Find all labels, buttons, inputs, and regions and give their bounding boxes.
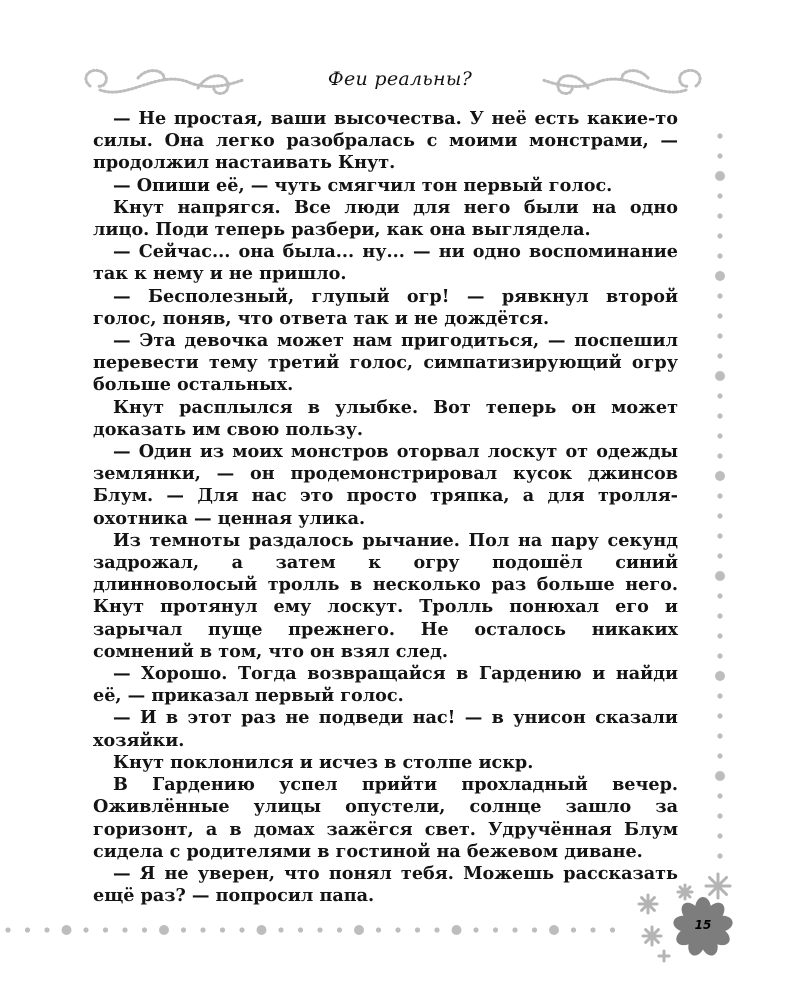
border-dot [717, 653, 722, 658]
border-dot [473, 927, 478, 932]
border-dot [549, 925, 559, 935]
border-dot [717, 833, 722, 838]
border-dot [717, 133, 722, 138]
border-dot [717, 613, 722, 618]
border-dot [200, 927, 205, 932]
paragraph: — Сейчас... она была... ну... — ни одно воспоминание так к нему и не пришло. [93, 241, 678, 285]
paragraph: Кнут напрягся. Все люди для него были на одно лицо. Поди теперь разбери, как она выглядела. [93, 196, 678, 241]
border-dot [715, 671, 725, 681]
paragraph: Из темноты раздалось рычание. Пол на пару секунд задрожал, а затем к огру подошёл синий длинноволосый тролль в несколько раз больше него. Кнут протянул ему лоскут. Тролль понюхал его и зарычал пуще прежнего. Не осталось никаких сомнений в том, что он взял след. [93, 529, 678, 662]
border-dot [717, 713, 722, 718]
border-dot [62, 925, 72, 935]
border-dot [717, 533, 722, 538]
border-dot [717, 253, 722, 258]
border-dot [376, 927, 381, 932]
border-dot [715, 571, 725, 581]
border-dot [103, 927, 108, 932]
paragraph: В Гардению успел прийти прохладный вечер. Оживлённые улицы опустели, солнце зашло за горизонт, а в домах зажёгся свет. Удручённая Блум сидела с родителями в гостиной на бежевом диване. [93, 774, 678, 862]
paragraph: — И в этот раз не подведи нас! — в унисон сказали хозяйки. [93, 707, 678, 751]
border-dot [181, 927, 186, 932]
border-dot [257, 925, 267, 935]
border-dot [715, 171, 725, 181]
border-dot [717, 213, 722, 218]
border-dot [717, 513, 722, 518]
border-dot [159, 925, 169, 935]
border-dot [571, 927, 576, 932]
border-dot [715, 471, 725, 481]
border-dot [354, 925, 364, 935]
border-dot [717, 493, 722, 498]
ornament-swirl-icon [538, 60, 708, 104]
page-header [0, 60, 800, 104]
border-dot [717, 333, 722, 338]
border-dot [395, 927, 400, 932]
border-dot [83, 927, 88, 932]
paragraph: Кнут расплылся в улыбке. Вот теперь он может доказать им свою пользу. [93, 396, 678, 440]
border-dot [717, 193, 722, 198]
border-dot [220, 927, 225, 932]
border-dot [717, 313, 722, 318]
border-dot [717, 813, 722, 818]
page-number: 15 [694, 918, 712, 932]
border-dot [717, 433, 722, 438]
border-dot [717, 453, 722, 458]
border-dot [717, 793, 722, 798]
bottom-dots-border [0, 922, 640, 938]
border-dot [717, 733, 722, 738]
paragraph: — Эта девочка может нам пригодиться, — поспешил перевести тему третий голос, симпатизирующий огру больше остальных. [93, 330, 678, 396]
border-dot [717, 753, 722, 758]
paragraph: — Хорошо. Тогда возвращайся в Гардению и найди её, — приказал первый голос. [93, 663, 678, 707]
border-dot [5, 927, 10, 932]
border-dot [493, 927, 498, 932]
paragraph: Кнут поклонился и исчез в столпе искр. [113, 751, 534, 773]
border-dot [717, 693, 722, 698]
paragraph: — Не простая, ваши высочества. У неё есть какие-то силы. Она легко разобралась с моими монстрами, — продолжил настаивать Кнут. [93, 108, 678, 174]
border-dot [717, 153, 722, 158]
paragraph: — Опиши её, — чуть смягчил тон первый голос. [113, 174, 613, 196]
border-dot [317, 927, 322, 932]
border-dot [610, 927, 615, 932]
border-dot [25, 927, 30, 932]
border-dot [717, 233, 722, 238]
body-text [93, 108, 678, 907]
border-dot [532, 927, 537, 932]
border-dot [717, 413, 722, 418]
border-dot [717, 293, 722, 298]
border-dot [239, 927, 244, 932]
paragraph: — Один из моих монстров оторвал лоскут от одежды землянки, — он продемонстрировал кусок джинсов Блум. — Для нас это просто тряпка, а для тролля-охотника — ценная улика. [93, 441, 678, 529]
border-dot [278, 927, 283, 932]
border-dot [717, 393, 722, 398]
running-title: Феи реальны? [327, 68, 473, 90]
border-dot [590, 927, 595, 932]
border-dot [434, 927, 439, 932]
side-dots-border [708, 130, 732, 870]
border-dot [415, 927, 420, 932]
border-dot [44, 927, 49, 932]
border-dot [337, 927, 342, 932]
border-dot [717, 553, 722, 558]
border-dot [298, 927, 303, 932]
border-dot [717, 353, 722, 358]
paragraph: — Бесполезный, глупый огр! — рявкнул второй голос, поняв, что ответа так и не дождётся. [93, 285, 678, 329]
border-dot [142, 927, 147, 932]
border-dot [452, 925, 462, 935]
border-dot [717, 853, 722, 858]
border-dot [717, 633, 722, 638]
border-dot [512, 927, 517, 932]
border-dot [122, 927, 127, 932]
border-dot [715, 371, 725, 381]
border-dot [715, 771, 725, 781]
border-dot [717, 593, 722, 598]
paragraph: — Я не уверен, что понял тебя. Можешь рассказать ещё раз? — попросил папа. [93, 862, 678, 907]
border-dot [715, 271, 725, 281]
